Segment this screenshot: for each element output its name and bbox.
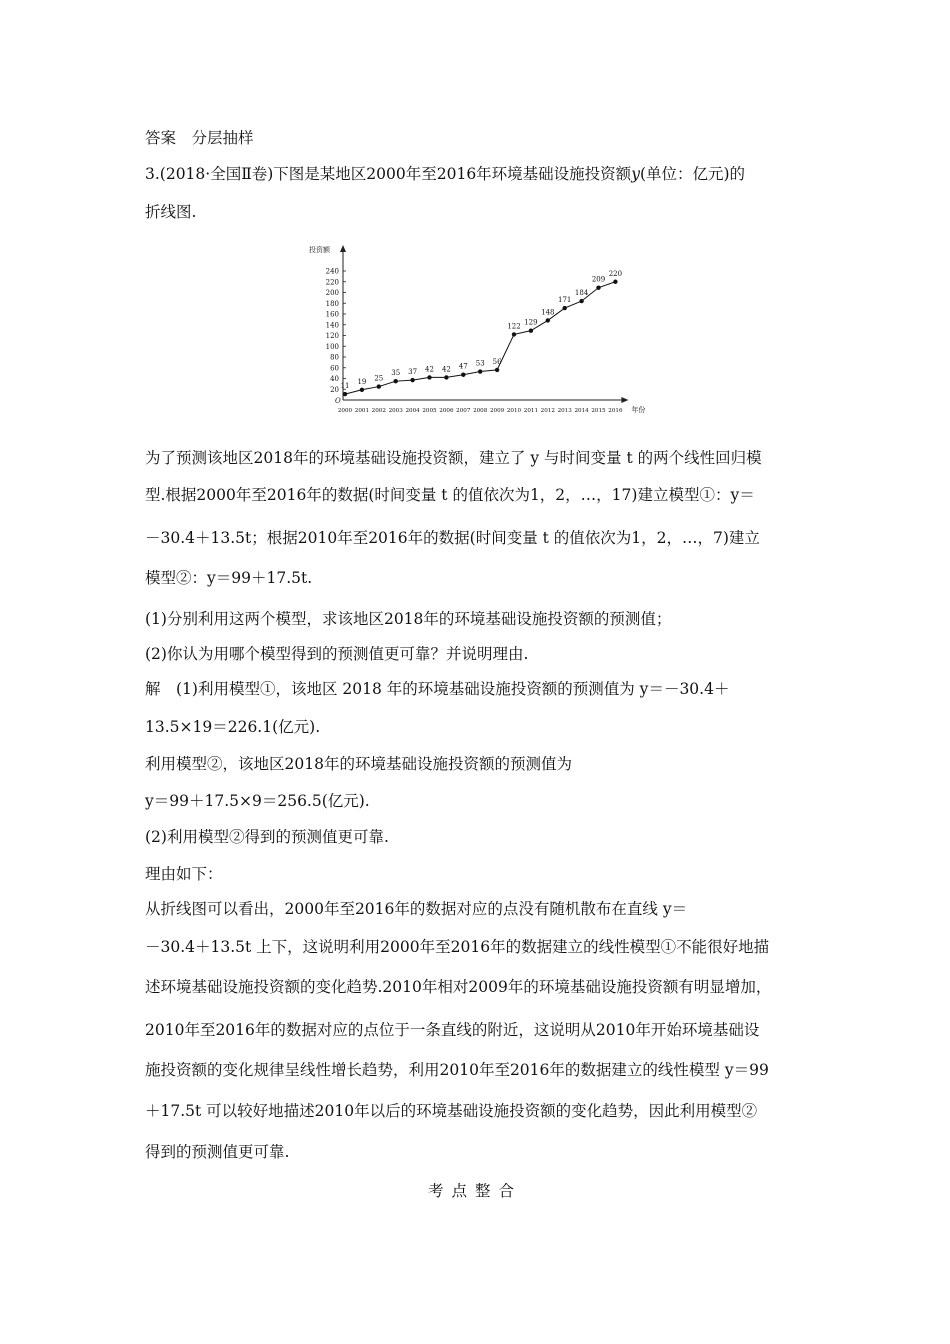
series-line bbox=[345, 282, 615, 394]
x-tick-label: 2007 bbox=[456, 408, 471, 414]
body-line: 为了预测该地区2018年的环境基础设施投资额，建立了 y 与时间变量 t 的两个线性回归模 bbox=[145, 449, 762, 467]
solution-line: 13.5×19＝226.1(亿元). bbox=[145, 718, 321, 736]
data-label: 171 bbox=[558, 296, 572, 305]
x-tick-label: 2009 bbox=[489, 408, 505, 414]
x-tick-label: 2013 bbox=[557, 408, 572, 414]
x-axis-label: 年份 bbox=[631, 406, 646, 414]
answer-line: 答案 分层抽样 bbox=[145, 129, 254, 147]
x-axis-arrow bbox=[621, 397, 628, 403]
solution-line: ＋17.5t 可以较好地描述2010年以后的环境基础设施投资额的变化趋势，因此利用模型② bbox=[145, 1102, 758, 1120]
data-point bbox=[343, 392, 347, 396]
data-point bbox=[563, 306, 567, 310]
y-tick-label: 240 bbox=[325, 267, 339, 276]
y-tick-label: 160 bbox=[325, 310, 339, 319]
data-point bbox=[495, 368, 499, 372]
data-point bbox=[512, 332, 516, 336]
x-tick-label: 2006 bbox=[439, 408, 454, 414]
solution-line: 利用模型②，该地区2018年的环境基础设施投资额的预测值为 bbox=[145, 755, 572, 773]
y-axis-label: 投资额 bbox=[309, 246, 330, 254]
body-line: 型.根据2000年至2016年的数据(时间变量 t 的值依次为1，2，…，17)建立模型①：y＝ bbox=[145, 486, 755, 504]
data-label: 11 bbox=[340, 382, 350, 391]
body-line: 模型②：y＝99＋17.5t. bbox=[145, 569, 313, 587]
data-label: 35 bbox=[391, 369, 401, 378]
data-label: 209 bbox=[591, 275, 606, 284]
data-label: 42 bbox=[425, 365, 434, 374]
x-tick-label: 2016 bbox=[608, 408, 623, 414]
solution-line: －30.4＋13.5t 上下，这说明利用2000年至2016年的数据建立的线性模型①不能很好地描 bbox=[145, 938, 770, 956]
solution-line: 理由如下： bbox=[145, 865, 223, 883]
body-line: (2)你认为用哪个模型得到的预测值更可靠？并说明理由. bbox=[145, 645, 529, 663]
body-line: (1)分别利用这两个模型，求该地区2018年的环境基础设施投资额的预测值； bbox=[145, 610, 672, 628]
x-tick-label: 2014 bbox=[574, 408, 589, 414]
solution-line: 施投资额的变化规律呈线性增长趋势，利用2010年至2016年的数据建立的线性模型 y＝99 bbox=[145, 1061, 769, 1079]
solution-line: 解 (1)利用模型①，该地区 2018 年的环境基础设施投资额的预测值为 y＝－30.4＋ bbox=[145, 680, 730, 698]
x-tick-label: 2005 bbox=[422, 408, 437, 414]
data-label: 47 bbox=[458, 362, 468, 371]
data-point bbox=[478, 369, 482, 373]
y-tick-label: 20 bbox=[330, 385, 339, 394]
y-tick-label: 40 bbox=[330, 375, 339, 383]
y-tick-label: 180 bbox=[325, 299, 339, 308]
x-tick-label: 2008 bbox=[473, 408, 488, 414]
solution-line: (2)利用模型②得到的预测值更可靠. bbox=[145, 828, 389, 846]
data-point bbox=[444, 375, 448, 379]
data-point bbox=[427, 375, 431, 379]
data-point bbox=[596, 285, 600, 289]
data-point bbox=[546, 318, 550, 322]
data-label: 19 bbox=[357, 377, 367, 386]
y-tick-label: 80 bbox=[330, 353, 339, 362]
data-point bbox=[360, 388, 364, 392]
data-label: 122 bbox=[507, 322, 521, 331]
data-label: 37 bbox=[408, 368, 418, 377]
x-tick-label: 2001 bbox=[354, 408, 370, 414]
x-tick-label: 2002 bbox=[371, 408, 386, 414]
y-tick-label: 120 bbox=[325, 332, 339, 340]
x-tick-label: 2003 bbox=[388, 408, 403, 414]
x-tick-label: 2015 bbox=[591, 408, 606, 414]
data-label: 42 bbox=[441, 365, 451, 374]
data-point bbox=[394, 379, 398, 383]
y-tick-label: 100 bbox=[325, 342, 339, 351]
y-tick-label: 220 bbox=[325, 278, 339, 287]
data-label: 56 bbox=[492, 357, 502, 366]
investment-line-chart bbox=[300, 238, 660, 418]
data-label: 53 bbox=[475, 359, 485, 368]
data-point bbox=[410, 378, 414, 382]
x-tick-label: 2011 bbox=[523, 408, 539, 414]
solution-line: 2010年至2016年的数据对应的点位于一条直线的附近，这说明从2010年开始环境基础设 bbox=[145, 1021, 760, 1039]
section-title: 考点整合 bbox=[427, 1182, 522, 1200]
question-tail: (单位：亿元)的 bbox=[639, 165, 746, 183]
data-label: 220 bbox=[608, 269, 623, 278]
question-line-2: 折线图. bbox=[145, 203, 197, 221]
data-point bbox=[613, 280, 617, 284]
y-tick-label: 60 bbox=[330, 364, 339, 373]
question-var: y bbox=[631, 165, 640, 183]
data-point bbox=[579, 299, 583, 303]
data-point bbox=[529, 328, 533, 332]
solution-line: 述环境基础设施投资额的变化趋势.2010年相对2009年的环境基础设施投资额有明显增加， bbox=[145, 978, 772, 996]
data-point bbox=[377, 384, 381, 388]
data-label: 148 bbox=[541, 308, 555, 317]
x-tick-label: 2010 bbox=[506, 408, 522, 414]
origin-label: O bbox=[335, 397, 341, 405]
x-tick-label: 2000 bbox=[337, 408, 353, 414]
question-text: 3.(2018·全国Ⅱ卷)下图是某地区2000年至2016年环境基础设施投资额 bbox=[145, 165, 632, 183]
x-tick-label: 2012 bbox=[540, 408, 555, 414]
data-point bbox=[461, 373, 465, 377]
data-label: 184 bbox=[574, 289, 589, 298]
x-tick-label: 2004 bbox=[405, 408, 420, 414]
solution-line: 得到的预测值更可靠. bbox=[145, 1143, 290, 1161]
question-line-1 bbox=[145, 163, 815, 185]
body-line: －30.4＋13.5t；根据2010年至2016年的数据(时间变量 t 的值依次为1，2，…，7)建立 bbox=[145, 529, 760, 547]
y-tick-label: 200 bbox=[325, 289, 339, 297]
y-axis-arrow bbox=[340, 245, 346, 252]
data-label: 25 bbox=[374, 374, 384, 383]
data-label: 129 bbox=[524, 318, 538, 327]
solution-line: y＝99＋17.5×9＝256.5(亿元). bbox=[145, 792, 370, 810]
y-tick-label: 140 bbox=[325, 321, 339, 330]
solution-line: 从折线图可以看出，2000年至2016年的数据对应的点没有随机散布在直线 y＝ bbox=[145, 900, 688, 918]
